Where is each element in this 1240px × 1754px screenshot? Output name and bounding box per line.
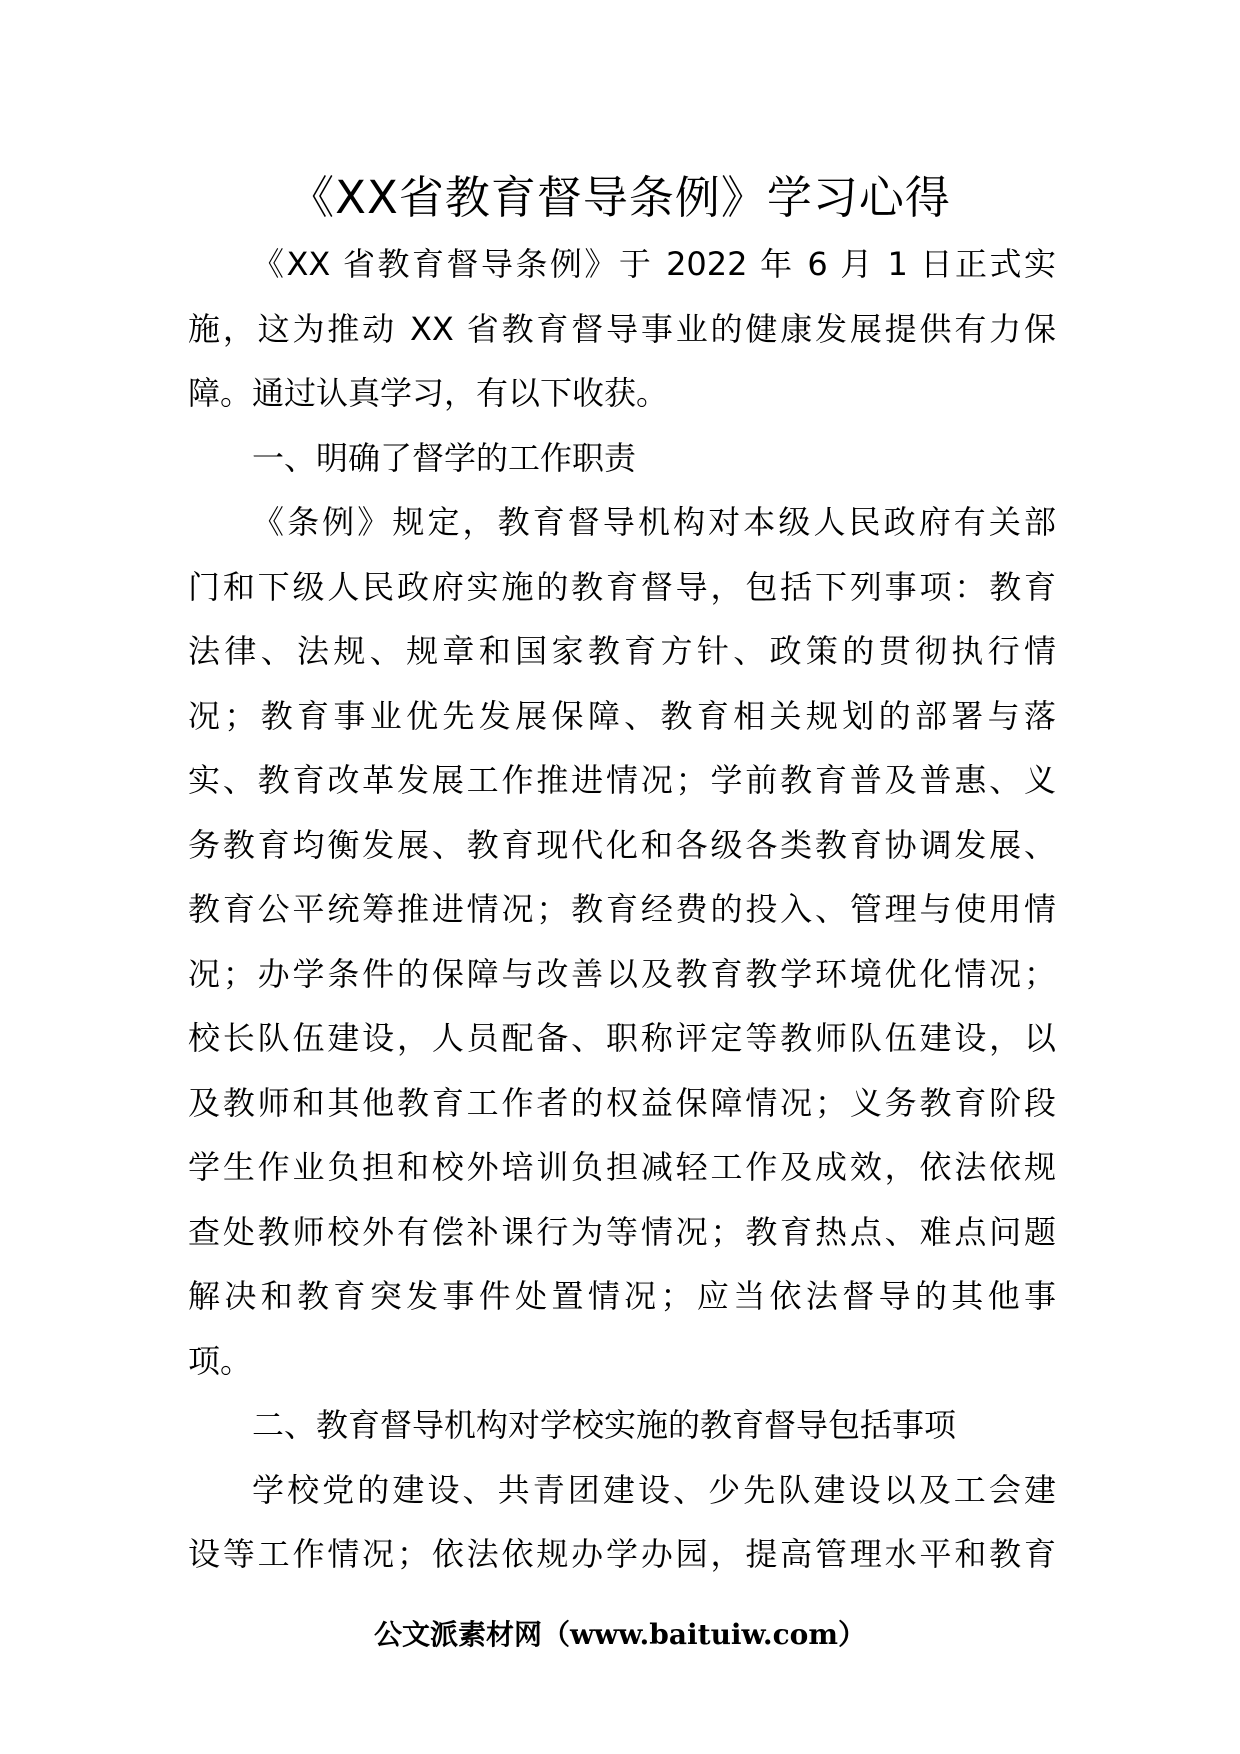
body-line: 查处教师校外有偿补课行为等情况；教育热点、难点问题	[188, 1212, 1056, 1251]
body-line: 《XX 省教育督导条例》于 2022 年 6 月 1 日正式实	[252, 245, 1056, 283]
body-line: 务教育均衡发展、教育现代化和各级各类教育协调发展、	[188, 825, 1056, 864]
body-line: 二、教育督导机构对学校实施的教育督导包括事项	[252, 1406, 957, 1444]
body-line: 施，这为推动 XX 省教育督导事业的健康发展提供有力保	[188, 309, 1056, 348]
body-line: 及教师和其他教育工作者的权益保障情况；义务教育阶段	[188, 1083, 1056, 1122]
body-line: 门和下级人民政府实施的教育督导，包括下列事项：教育	[188, 567, 1056, 606]
body-line: 学生作业负担和校外培训负担减轻工作及成效，依法依规	[188, 1148, 1056, 1186]
document-title: 《XX省教育督导条例》学习心得	[289, 171, 951, 224]
body-line: 校长队伍建设，人员配备、职称评定等教师队伍建设，以	[188, 1019, 1056, 1057]
body-line: 解决和教育突发事件处置情况；应当依法督导的其他事	[188, 1277, 1056, 1315]
watermark-footer: 公文派素材网（www.baituiw.com）	[374, 1618, 866, 1651]
body-line: 教育公平统筹推进情况；教育经费的投入、管理与使用情	[188, 890, 1056, 928]
body-line: 法律、法规、规章和国家教育方针、政策的贯彻执行情	[188, 632, 1056, 670]
body-line: 《条例》规定，教育督导机构对本级人民政府有关部	[252, 503, 1056, 541]
body-line: 项。	[188, 1341, 253, 1380]
body-line: 况；教育事业优先发展保障、教育相关规划的部署与落	[188, 696, 1056, 735]
body-line: 设等工作情况；依法依规办学办园，提高管理水平和教育	[188, 1535, 1056, 1573]
body-line: 一、明确了督学的工作职责	[252, 438, 637, 477]
body-line: 学校党的建设、共青团建设、少先队建设以及工会建	[252, 1470, 1056, 1509]
body-line: 实、教育改革发展工作推进情况；学前教育普及普惠、义	[188, 761, 1056, 799]
body-line: 障。通过认真学习，有以下收获。	[188, 374, 669, 412]
body-line: 况；办学条件的保障与改善以及教育教学环境优化情况；	[188, 954, 1056, 993]
document-body	[188, 232, 1056, 1587]
